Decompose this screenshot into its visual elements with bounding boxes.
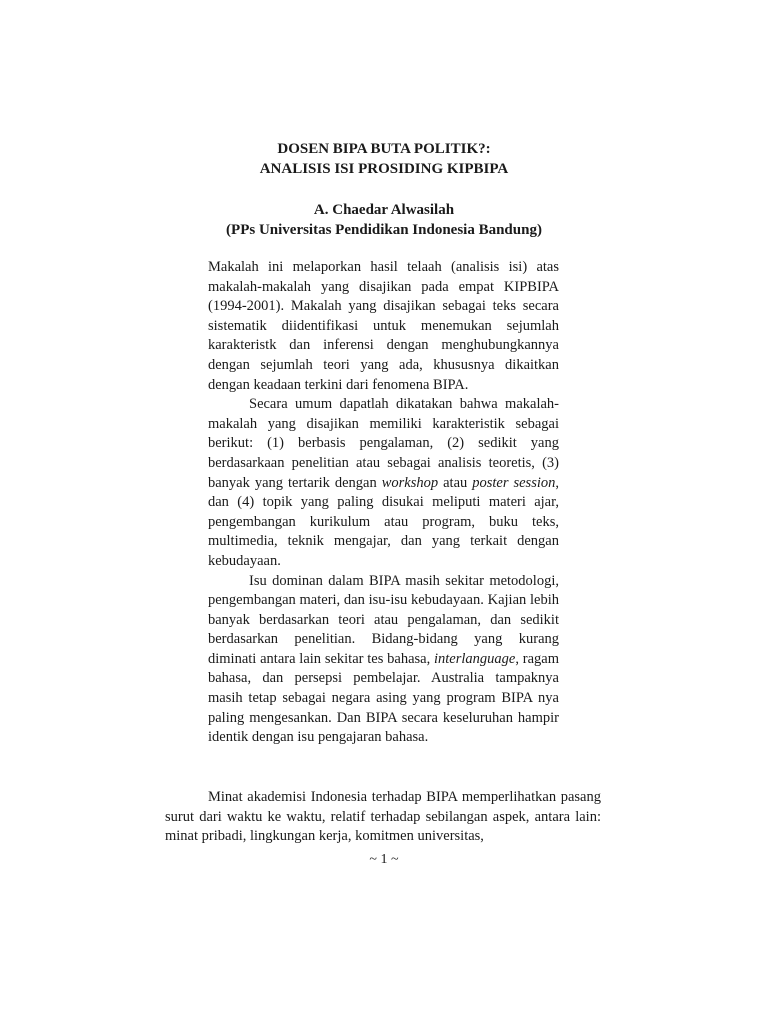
abstract-p2-italic-workshop: workshop [381,474,439,491]
abstract-p2-text-c: , dan (4) topik yang paling disukai meliputi materi ajar, pengembangan kurikulum atau program, buku teks, multimedia, teknik mengajar, dan yang terkait dengan kebudayaan. [208,474,559,569]
abstract-p3-text-a: Isu dominan dalam BIPA masih sekitar metodologi, pengembangan materi, dan isu-isu kebudayaan. Kajian lebih banyak berdasarkan teori atau pengalaman, dan sedikit berdasarkan penelitian. Bidang-bidang yang kurang diminati antara lain sekitar tes bahasa, [208,572,559,667]
body-text [165,788,601,847]
abstract-paragraph-3 [208,572,559,748]
abstract-paragraph-1: Makalah ini melaporkan hasil telaah (analisis isi) atas makalah-makalah yang disajikan pada empat KIPBIPA (1994-2001). Makalah yang disajikan sebagai teks secara sistematik diidentifikasi untuk menemukan sejumlah karakteristk dan inferensi dengan menghubungkannya dengan sejumlah teori yang ada, khususnya dikaitkan dengan keadaan terkini dari fenomena BIPA. [208,259,559,393]
author-name: A. Chaedar Alwasilah [313,202,455,218]
title-line-1: DOSEN BIPA BUTA POLITIK?: [277,141,491,157]
abstract-p3-text-b: , ragam bahasa, dan persepsi pembelajar. Australia tampaknya masih tetap sebagai negara asing yang program BIPA nya paling mengesankan. Dan BIPA secara keseluruhan hampir identik dengan isu pengajaran bahasa. [208,650,559,746]
body-paragraph-1: Minat akademisi Indonesia terhadap BIPA memperlihatkan pasang surut dari waktu ke waktu, relatif terhadap sebilangan aspek, antara lain: minat pribadi, lingkungan kerja, komitmen universitas, [165,789,601,845]
abstract [208,258,559,748]
page-number: ~ 1 ~ [369,852,399,867]
abstract-p2-text-a: Secara umum dapatlah dikatakan bahwa makalah-makalah yang disajikan memiliki karakteristik sebagai berikut: (1) berbasis pengalaman, (2) sedikit yang berdasarkaan penelitian atau sebagai analisis teoretis, (3) banyak yang tertarik dengan [208,396,559,491]
author-affiliation: (PPs Universitas Pendidikan Indonesia Bandung) [226,222,542,238]
abstract-p2-text-b: atau [438,474,473,491]
abstract-p2-italic-poster-session: poster session [472,474,556,491]
title-line-2: ANALISIS ISI PROSIDING KIPBIPA [259,161,509,177]
abstract-paragraph-2 [208,395,559,571]
abstract-p3-italic-interlanguage: interlanguage [434,650,516,667]
